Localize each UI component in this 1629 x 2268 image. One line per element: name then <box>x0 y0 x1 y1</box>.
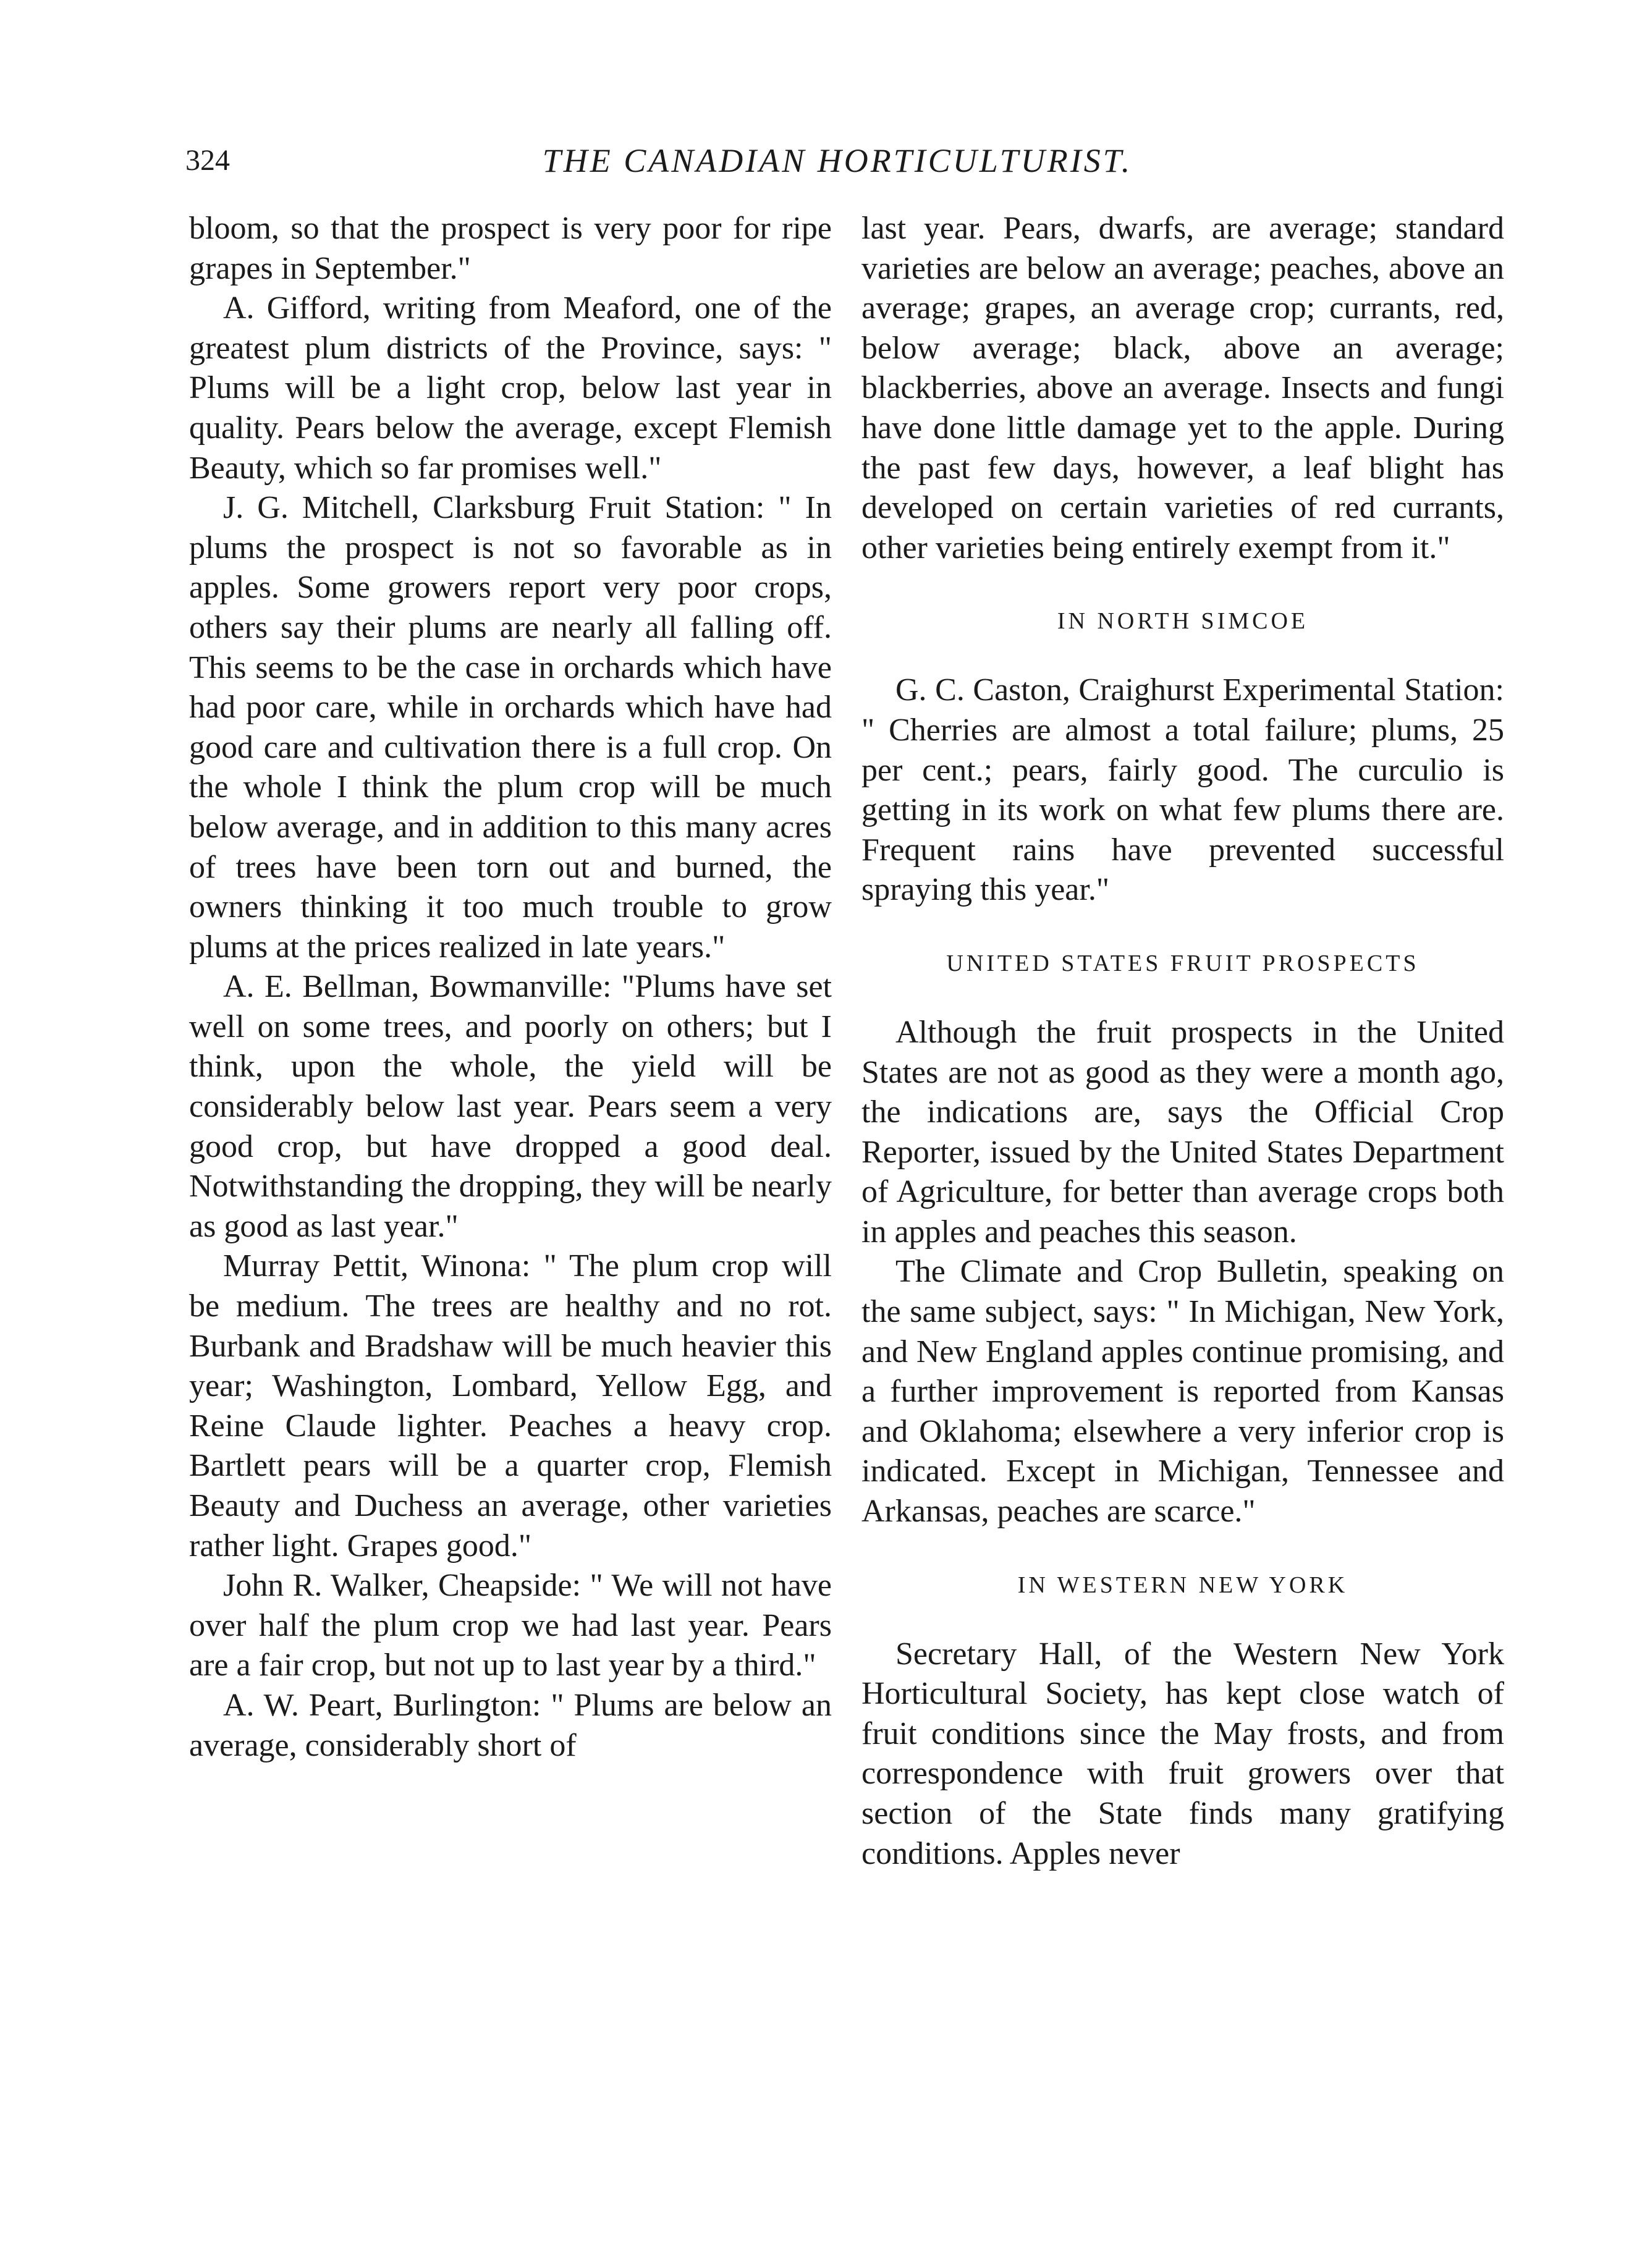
journal-title: THE CANADIAN HORTICULTURIST. <box>542 142 1133 179</box>
section-heading-western-new-york: IN WESTERN NEW YORK <box>1017 1572 1348 1598</box>
left-column <box>189 209 832 1766</box>
paragraph-walker: John R. Walker, Cheapside: " We will not have over half the plum crop we had last year. Pears are a fair crop, but not up to last year by a third." <box>189 1568 832 1683</box>
paragraph-caston: G. C. Caston, Craighurst Experimental Station: " Cherries are almost a total failure; plums, 25 per cent.; pears, fairly good. The curculio is getting in its work on what few plums there are. Frequent rains have prevented successful spraying this year." <box>861 672 1504 908</box>
paragraph-pettit: Murray Pettit, Winona: " The plum crop will be medium. The trees are healthy and no rot. Burbank and Bradshaw will be much heavier this year; Washington, Lombard, Yellow Egg, and Reine Claude lighter. Peaches a heavy crop. Bartlett pears will be a quarter crop, Flemish Beauty and Duchess an average, other varieties rather light. Grapes good." <box>189 1248 832 1563</box>
paragraph-secretary-hall: Secretary Hall, of the Western New York Horticultural Society, has kept close watch of fruit conditions since the May frosts, and from correspondence with fruit growers over that section of the State finds many gratifying conditions. Apples never <box>861 1636 1504 1871</box>
paragraph-peart: A. W. Peart, Burlington: " Plums are below an average, considerably short of <box>189 1687 832 1763</box>
paragraph-mitchell: J. G. Mitchell, Clarksburg Fruit Station: " In plums the prospect is not so favorable as in apples. Some growers report very poor crops, others say their plums are nearly all falling off. This seems to be the case in orchards which have had poor care, while in orchards which have had good care and cultivation there is a full crop. On the whole I think the plum crop will be much below average, and in addition to this many acres of trees have been torn out and burned, the owners thinking it too much trouble to grow plums at the prices realized in late years." <box>189 490 832 965</box>
page-number: 324 <box>185 144 230 177</box>
section-heading-united-states: UNITED STATES FRUIT PROSPECTS <box>946 950 1420 976</box>
section-heading-north-simcoe: IN NORTH SIMCOE <box>1057 608 1309 635</box>
paragraph-peart-continued: last year. Pears, dwarfs, are average; standard varieties are below an average; peaches, above an average; grapes, an average crop; currants, red, below average; black, above an average; blackberries, above an average. Insects and fungi have done little damage yet to the apple. During the past few days, however, a leaf blight has developed on certain varieties of red currants, other varieties being entirely exempt from it." <box>861 211 1504 565</box>
paragraph-bellman: A. E. Bellman, Bowmanville: "Plums have set well on some trees, and poorly on others; but I think, upon the whole, the yield will be considerably below last year. Pears seem a very good crop, but have dropped a good deal. Notwithstanding the dropping, they will be nearly as good as last year." <box>189 969 832 1244</box>
running-head <box>185 141 1489 184</box>
paragraph-climate-crop-bulletin: The Climate and Crop Bulletin, speaking on the same subject, says: " In Michigan, New York, and New England apples continue promising, and a further improvement is reported from Kansas and Oklahoma; elsewhere a very inferior crop is indicated. Except in Michigan, Tennessee and Arkansas, peaches are scarce." <box>861 1254 1504 1530</box>
paragraph-gifford: A. Gifford, writing from Meaford, one of the greatest plum districts of the Province, says: " Plums will be a light crop, below last year in quality. Pears below the average, except Flemish Beauty, which so far promises well." <box>189 290 832 486</box>
right-column <box>861 209 1504 1874</box>
paragraph-continuation: bloom, so that the prospect is very poor for ripe grapes in September." <box>189 211 832 286</box>
paragraph-us-prospects: Although the fruit prospects in the United States are not as good as they were a month ago, the indications are, says the Official Crop Reporter, issued by the United States Department of Agriculture, for better than average crops both in apples and peaches this season. <box>861 1014 1504 1250</box>
